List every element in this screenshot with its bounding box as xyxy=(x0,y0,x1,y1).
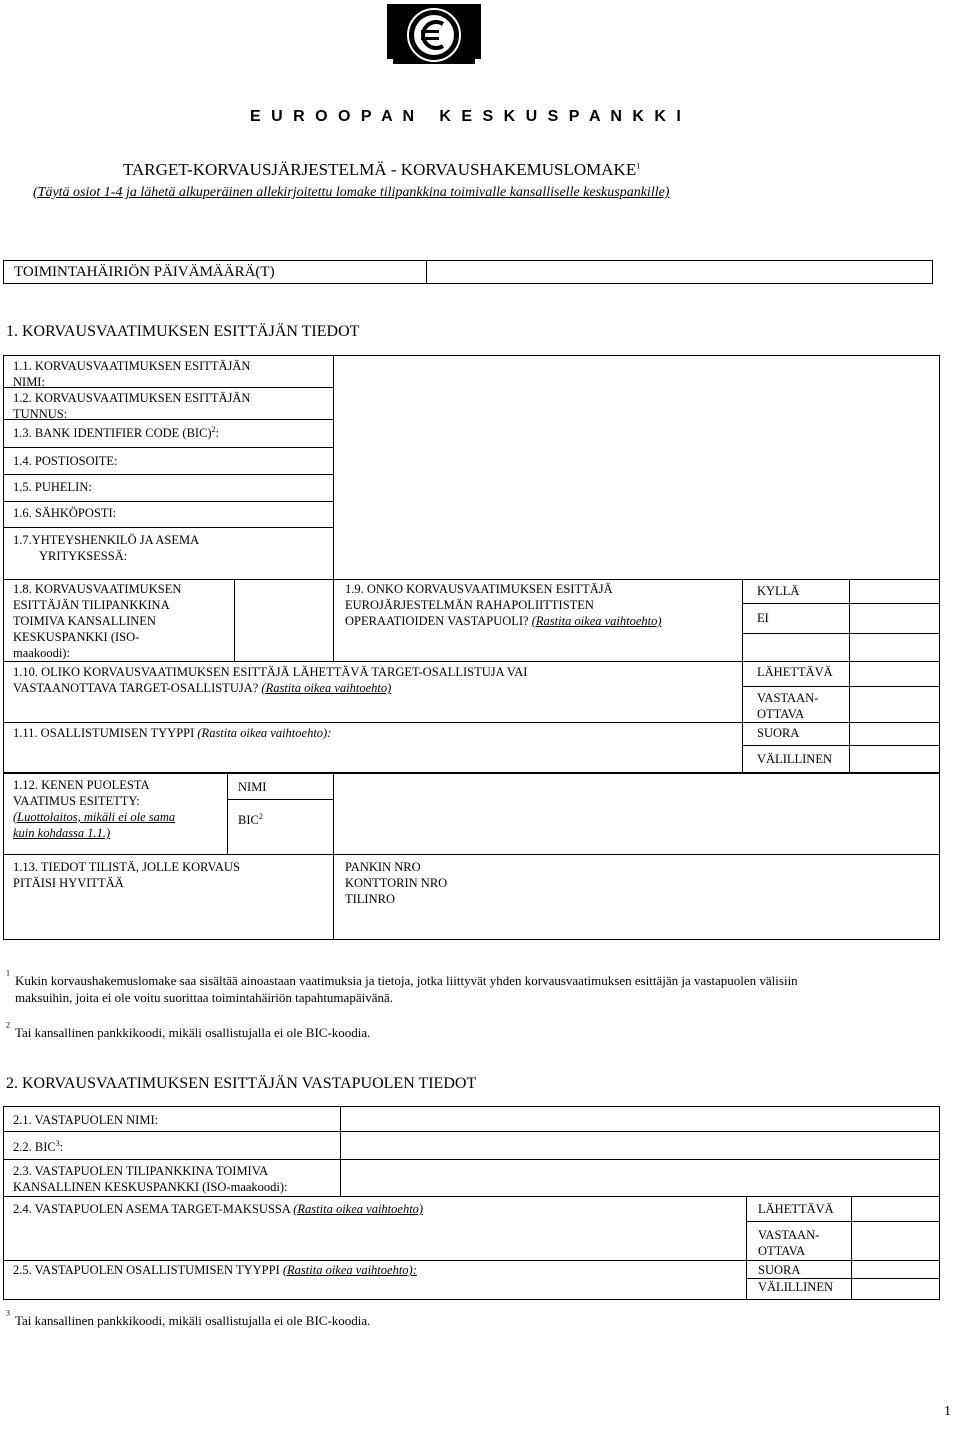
option-indirect-label: VÄLILLINEN xyxy=(757,752,832,766)
field-1-12-bic-label: BIC$^2$ xyxy=(238,811,263,827)
cp-option-direct-label: SUORA xyxy=(758,1263,801,1277)
field-1-1-input[interactable] xyxy=(335,357,938,386)
option-receiving-label: VASTAAN- OTTAVA xyxy=(757,691,819,721)
account-number-label: TILINRO xyxy=(345,892,395,906)
option-yes-label: KYLLÄ xyxy=(757,584,800,598)
option-yes-checkbox[interactable] xyxy=(851,581,938,602)
field-1-10-label: 1.10. OLIKO KORVAUSVAATIMUKSEN ESITTÄJÄ LÄHETTÄVÄ TARGET-OSALLISTUJA VAI VASTAANOTTAVA TARGET-OSALLISTUJA? (Rastita oikea vaihtoehto) xyxy=(13,665,528,695)
field-1-2-label: 1.2. KORVAUSVAATIMUKSEN ESITTÄJÄN TUNNUS: xyxy=(13,391,251,421)
option-direct-checkbox[interactable] xyxy=(851,724,938,744)
option-receiving-checkbox[interactable] xyxy=(851,688,938,721)
branch-number-label: KONTTORIN NRO xyxy=(345,876,448,890)
field-1-2-input[interactable] xyxy=(335,389,938,418)
cp-option-indirect-label: VÄLILLINEN xyxy=(758,1280,833,1294)
field-1-8-label: 1.8. KORVAUSVAATIMUKSEN ESITTÄJÄN TILIPANKKINA TOIMIVA KANSALLINEN KESKUSPANKKI (ISO- maakoodi): xyxy=(13,582,182,660)
field-1-5-label: 1.5. PUHELIN: xyxy=(13,480,92,494)
field-1-8-input[interactable] xyxy=(236,581,332,660)
field-1-3-label: 1.3. BANK IDENTIFIER CODE (BIC)$^2$: xyxy=(13,424,220,440)
cp-option-sending-label: LÄHETTÄVÄ xyxy=(758,1202,834,1216)
footnote-1: $^1$ Kukin korvaushakemuslomake saa sisältää ainoastaan vaatimuksia ja tietoja, jotka liittyvät yhden korvausvaatimuksen esittäjän ja vastapuolen välisiin maksuihin, joita ei ole voitu suorittaa toimintahäiriön tapahtumapäivänä. xyxy=(6,968,798,1005)
field-1-5-input[interactable] xyxy=(335,476,938,500)
footnote-2: $^2$ Tai kansallinen pankkikoodi, mikäli osallistujalla ei ole BIC-koodia. xyxy=(6,1020,371,1040)
cp-option-sending-checkbox[interactable] xyxy=(853,1198,938,1220)
form-subtitle: (Täytä osiot 1-4 ja lähetä alkuperäinen allekirjoitettu lomake tilipankkina toimivalle kansalliselle keskuspankille) xyxy=(33,185,670,200)
option-indirect-checkbox[interactable] xyxy=(851,747,938,772)
field-1-4-label: 1.4. POSTIOSOITE: xyxy=(13,454,118,468)
option-no-checkbox[interactable] xyxy=(851,605,938,632)
option-sending-label: LÄHETTÄVÄ xyxy=(757,665,833,679)
field-2-4-label: 2.4. VASTAPUOLEN ASEMA TARGET-MAKSUSSA (Rastita oikea vaihtoehto) xyxy=(13,1202,424,1216)
option-direct-label: SUORA xyxy=(757,726,800,740)
bank-number-label: PANKIN NRO xyxy=(345,860,421,874)
field-2-5-label: 2.5. VASTAPUOLEN OSALLISTUMISEN TYYPPI (Rastita oikea vaihtoehto): xyxy=(13,1263,417,1277)
page-number: 1 xyxy=(944,1404,951,1419)
cp-option-receiving-label: VASTAAN- OTTAVA xyxy=(758,1228,820,1258)
field-2-3-input[interactable] xyxy=(342,1161,938,1195)
field-1-6-input[interactable] xyxy=(335,503,938,526)
field-1-1-label: 1.1. KORVAUSVAATIMUKSEN ESITTÄJÄN NIMI: xyxy=(13,359,251,389)
field-1-12-name-input[interactable] xyxy=(335,775,938,798)
ecb-logo xyxy=(387,4,481,66)
field-1-12-label: 1.12. KENEN PUOLESTA VAATIMUS ESITETTY: (Luottolaitos, mikäli ei ole sama kuin kohdassa 1.1.) xyxy=(13,778,176,840)
footnote-3: $^3$ Tai kansallinen pankkikoodi, mikäli osallistujalla ei ole BIC-koodia. xyxy=(6,1308,371,1328)
cp-option-indirect-checkbox[interactable] xyxy=(853,1280,938,1299)
field-2-1-input[interactable] xyxy=(342,1108,938,1130)
form-title: TARGET-KORVAUSJÄRJESTELMÄ - KORVAUSHAKEMUSLOMAKE$^1$ xyxy=(123,160,641,179)
section1-heading: 1. KORVAUSVAATIMUKSEN ESITTÄJÄN TIEDOT xyxy=(6,323,360,340)
cp-option-receiving-checkbox[interactable] xyxy=(853,1223,938,1259)
field-1-9-label: 1.9. ONKO KORVAUSVAATIMUKSEN ESITTÄJÄ EUROJÄRJESTELMÄN RAHAPOLIITTISTEN OPERAATIOIDEN VASTAPUOLI? (Rastita oikea vaihtoehto) xyxy=(345,582,662,628)
field-1-13-subfields xyxy=(345,859,447,907)
field-1-13-label: 1.13. TIEDOT TILISTÄ, JOLLE KORVAUS PITÄISI HYVITTÄÄ xyxy=(13,860,240,890)
field-1-11-label: 1.11. OSALLISTUMISEN TYYPPI (Rastita oikea vaihtoehto): xyxy=(13,726,332,740)
incident-date-label: TOIMINTAHÄIRIÖN PÄIVÄMÄÄRÄ(T) xyxy=(14,264,275,280)
field-2-2-label: 2.2. BIC$^3$: xyxy=(13,1138,64,1154)
field-1-7-input[interactable] xyxy=(335,529,938,578)
field-1-3-input[interactable] xyxy=(335,421,938,446)
cp-option-direct-checkbox[interactable] xyxy=(853,1262,938,1277)
section2-heading: 2. KORVAUSVAATIMUKSEN ESITTÄJÄN VASTAPUOLEN TIEDOT xyxy=(6,1075,477,1092)
field-1-13-input[interactable] xyxy=(470,856,938,938)
field-2-1-label: 2.1. VASTAPUOLEN NIMI: xyxy=(13,1113,159,1127)
field-2-2-input[interactable] xyxy=(342,1133,938,1158)
incident-date-field[interactable] xyxy=(428,261,931,283)
field-1-12-name-label: NIMI xyxy=(238,780,267,794)
field-2-3-label: 2.3. VASTAPUOLEN TILIPANKKINA TOIMIVA KANSALLINEN KESKUSPANKKI (ISO-maakoodi): xyxy=(13,1164,288,1194)
option-no-label: EI xyxy=(757,611,769,625)
field-1-4-input[interactable] xyxy=(335,449,938,473)
field-1-6-label: 1.6. SÄHKÖPOSTI: xyxy=(13,506,117,520)
field-1-12-bic-input[interactable] xyxy=(335,801,938,853)
org-name: E U R O O P A N K E S K U S P A N K K I xyxy=(250,108,684,125)
field-1-7-label: 1.7.YHTEYSHENKILÖ JA ASEMA YRITYKSESSÄ: xyxy=(13,533,200,563)
option-sending-checkbox[interactable] xyxy=(851,663,938,685)
